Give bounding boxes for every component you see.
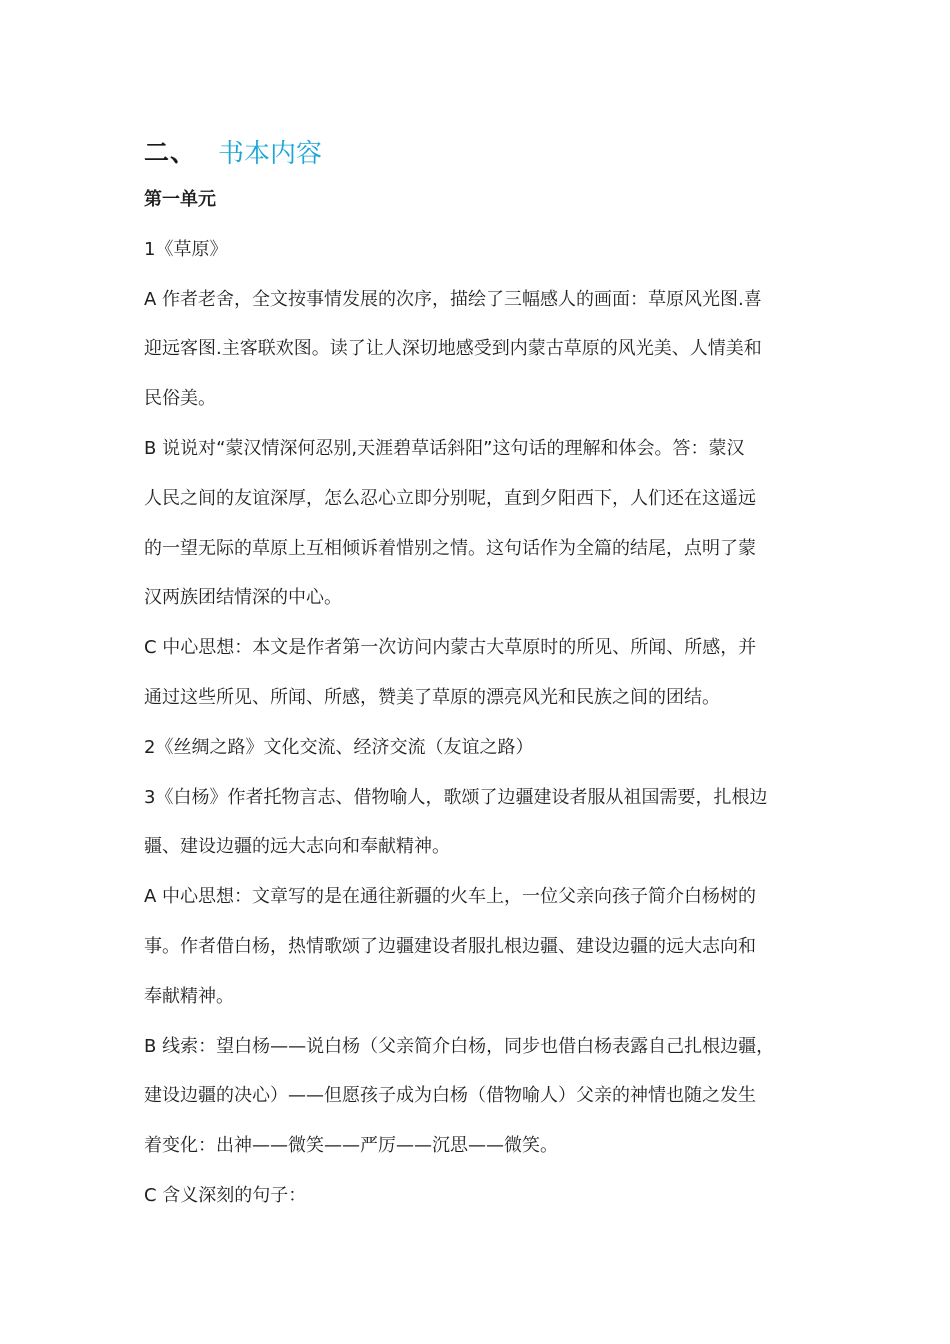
text-line: B 说说对“蒙汉情深何忍别,天涯碧草话斜阳”这句话的理解和体会。答：蒙汉 [144,437,745,459]
text-line: 疆、建设边疆的远大志向和奉献精神。 [144,836,450,858]
text-line: 3《白杨》作者托物言志、借物喻人，歌颂了边疆建设者服从祖国需要，扎根边 [144,786,768,808]
text-line: C 含义深刻的句子： [144,1184,307,1206]
section-heading [144,131,322,171]
text-line: 的一望无际的草原上互相倾诉着惜别之情。这句话作为全篇的结尾，点明了蒙 [144,537,756,559]
document-body [144,180,810,1226]
text-line: 1《草原》 [144,238,228,260]
text-line: 建设边疆的决心）——但愿孩子成为白杨（借物喻人）父亲的神情也随之发生 [144,1085,756,1107]
text-line: 汉两族团结情深的中心。 [144,587,342,609]
section-title: 书本内容 [218,138,323,169]
text-line: 着变化：出神——微笑——严厉——沉思——微笑。 [144,1135,558,1157]
text-line: 通过这些所见、所闻、所感，赞美了草原的漂亮风光和民族之间的团结。 [144,686,720,708]
text-line: A 作者老舍，全文按事情发展的次序，描绘了三幅感人的画面：草原风光图.喜 [144,288,762,310]
section-number: 二、 [144,138,197,167]
text-line: A 中心思想：文章写的是在通往新疆的火车上，一位父亲向孩子简介白杨树的 [144,886,757,908]
text-line: 人民之间的友谊深厚，怎么忍心立即分别呢，直到夕阳西下，人们还在这遥远 [144,487,756,509]
unit-heading: 第一单元 [144,189,216,210]
text-line: C 中心思想：本文是作者第一次访问内蒙古大草原时的所见、所闻、所感，并 [144,637,757,659]
text-line: 民俗美。 [144,388,216,410]
text-line: 迎远客图.主客联欢图。读了让人深切地感受到内蒙古草原的风光美、人情美和 [144,338,762,360]
text-line: 2《丝绸之路》文化交流、经济交流（友谊之路） [144,736,534,758]
text-line: 奉献精神。 [144,985,234,1007]
text-line: 事。作者借白杨，热情歌颂了边疆建设者服扎根边疆、建设边疆的远大志向和 [144,935,756,957]
text-line: B 线索：望白杨——说白杨（父亲简介白杨，同步也借白杨表露自己扎根边疆， [144,1035,775,1057]
